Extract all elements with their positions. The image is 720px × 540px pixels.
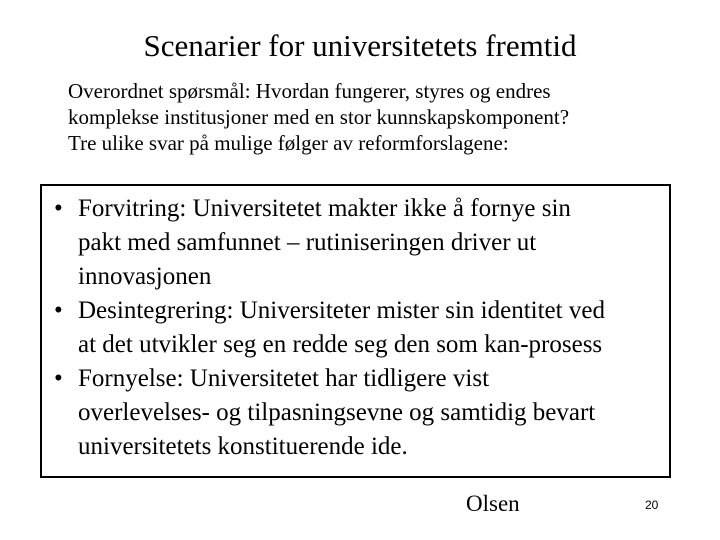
- intro-line: Overordnet spørsmål: Hvordan fungerer, styres og endres: [68, 79, 551, 103]
- intro-line: komplekse institusjoner med en stor kunnskapskomponent?: [68, 105, 570, 129]
- bullet-line: overlevelses- og tilpasningsevne og samtidig bevart: [78, 399, 596, 426]
- bullet-line: at det utvikler seg en redde seg den som kan-prosess: [78, 331, 603, 358]
- bullet-desintegrering: [42, 294, 673, 362]
- scenario-box: [40, 184, 671, 478]
- bullet-line: Fornyelse: Universitetet har tidligere vist: [78, 365, 490, 392]
- bullet-line: innovasjonen: [78, 263, 212, 290]
- page-number: 20: [645, 498, 659, 512]
- bullet-line: Forvitring: Universitetet makter ikke å fornye sin: [78, 195, 571, 222]
- bullet-fornyelse: [42, 362, 673, 464]
- bullet-dot: •: [54, 297, 63, 324]
- bullet-list: [42, 192, 673, 464]
- bullet-dot: •: [54, 195, 63, 222]
- bullet-forvitring: [42, 192, 673, 294]
- bullet-line: universitetets konstituerende ide.: [78, 433, 408, 460]
- bullet-line: Desintegrering: Universiteter mister sin identitet ved: [78, 297, 605, 324]
- author-name: Olsen: [466, 491, 520, 516]
- bullet-line: pakt med samfunnet – rutiniseringen driver ut: [78, 229, 537, 256]
- bullet-dot: •: [54, 365, 63, 392]
- slide-title: Scenarier for universitetets fremtid: [143, 28, 577, 63]
- intro-text: [68, 78, 688, 156]
- intro-line: Tre ulike svar på mulige følger av reformforslagene:: [68, 131, 509, 155]
